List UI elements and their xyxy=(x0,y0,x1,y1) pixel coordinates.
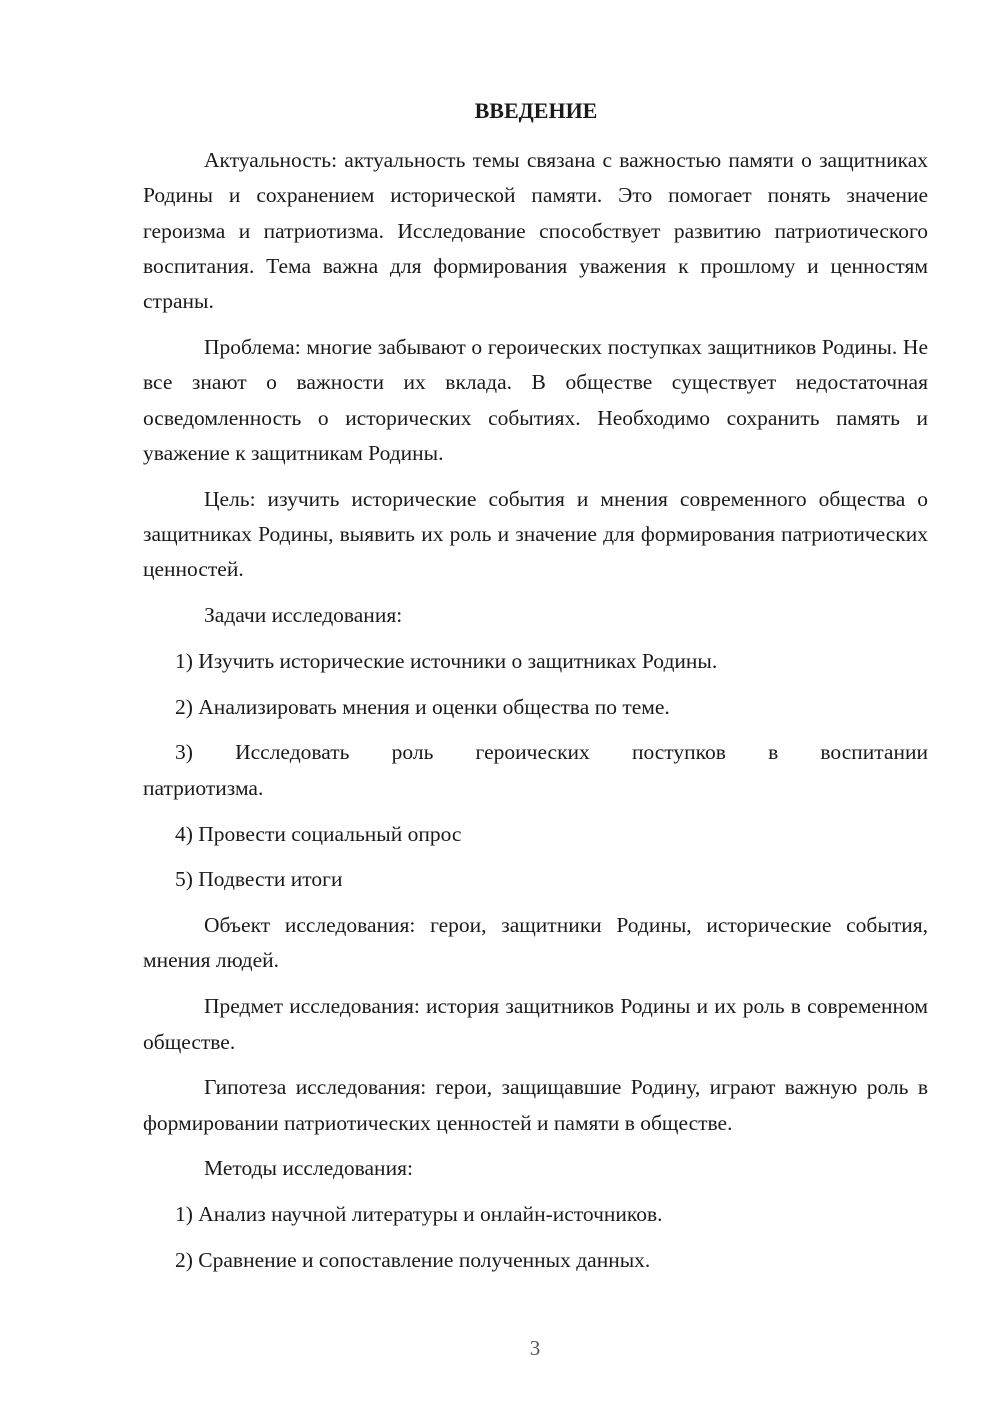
task-item-3: 3) Исследовать роль героических поступков в воспитании патриотизма. xyxy=(143,740,928,800)
document-body xyxy=(143,143,928,1289)
section-heading: ВВЕДЕНИЕ xyxy=(474,98,598,123)
paragraph-goal: Цель: изучить исторические события и мнения современного общества о защитниках Родины, выявить их роль и значение для формирования патриотических ценностей. xyxy=(143,486,928,582)
paragraph-object: Объект исследования: герои, защитники Родины, исторические события, мнения людей. xyxy=(143,913,928,973)
paragraph-relevance: Актуальность: актуальность темы связана с важностью памяти о защитниках Родины и сохранением исторической памяти. Это помогает понять значение героизма и патриотизма. Исследование способствует развитию патриотического воспитания. Тема важна для формирования уважения к прошлому и ценностям страны. xyxy=(143,148,928,314)
task-item-2: 2) Анализировать мнения и оценки общества по теме. xyxy=(175,694,670,719)
task-item-1: 1) Изучить исторические источники о защитниках Родины. xyxy=(175,648,718,673)
paragraph-problem: Проблема: многие забывают о героических поступках защитников Родины. Не все знают о важности их вклада. В обществе существует недостаточная осведомленность о исторических событиях. Необходимо сохранить память и уважение к защитникам Родины. xyxy=(143,334,928,465)
method-item-2: 2) Сравнение и сопоставление полученных данных. xyxy=(175,1248,651,1273)
methods-heading: Методы исследования: xyxy=(204,1156,413,1181)
page-number: 3 xyxy=(529,1336,541,1360)
paragraph-subject: Предмет исследования: история защитников Родины и их роль в современном обществе. xyxy=(143,994,928,1054)
task-item-4: 4) Провести социальный опрос xyxy=(175,821,462,846)
paragraph-hypothesis: Гипотеза исследования: герои, защищавшие Родину, играют важную роль в формировании патриотических ценностей и памяти в обществе. xyxy=(143,1075,928,1135)
task-item-5: 5) Подвести итоги xyxy=(175,867,343,892)
tasks-heading: Задачи исследования: xyxy=(204,603,403,628)
method-item-1: 1) Анализ научной литературы и онлайн-источников. xyxy=(175,1202,663,1227)
